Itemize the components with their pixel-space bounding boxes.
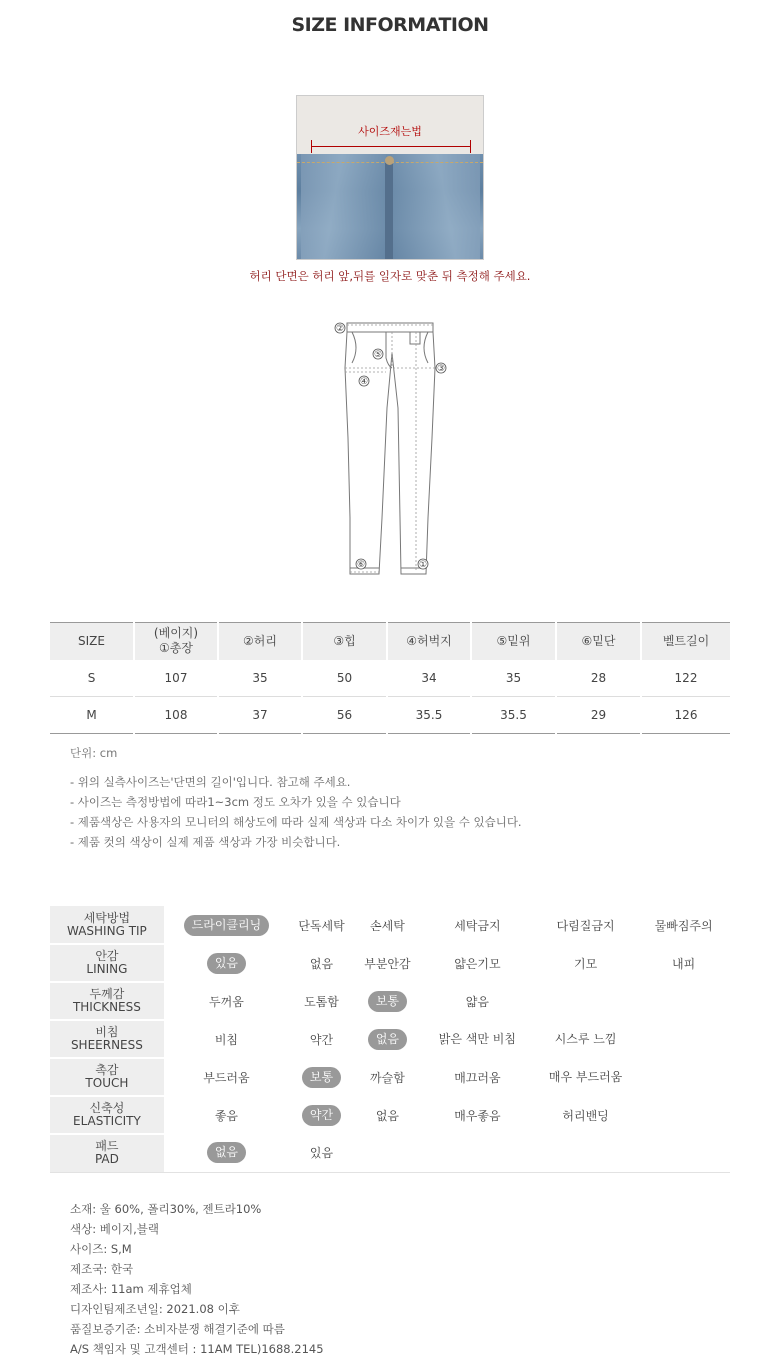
table-row <box>50 660 730 697</box>
attribute-option-cell <box>164 944 289 982</box>
diagram-label-5: ⑤ <box>373 350 383 360</box>
attribute-option-cell <box>289 1096 354 1134</box>
attribute-option: 단독세탁 <box>298 918 345 933</box>
diagram-label-4: ④ <box>359 377 369 387</box>
selected-option-badge: 드라이클리닝 <box>184 915 270 936</box>
table-cell: 34 <box>387 660 471 697</box>
attribute-option-cell <box>534 1134 637 1172</box>
attribute-option-cell <box>289 1134 354 1172</box>
selected-option-badge: 약간 <box>302 1105 341 1126</box>
attribute-label <box>50 1134 164 1172</box>
info-line: 제조국: 한국 <box>70 1262 134 1276</box>
attribute-label-ko: 신축성 <box>89 1101 125 1115</box>
attribute-option-cell <box>421 1058 534 1096</box>
table-row <box>50 697 730 734</box>
table-cell: 107 <box>134 660 218 697</box>
attribute-option-cell <box>534 1058 637 1096</box>
attribute-option-cell <box>534 982 637 1020</box>
waist-header: ②허리 <box>218 623 302 660</box>
attribute-option-cell <box>637 1020 730 1058</box>
attribute-option: 없음 <box>309 956 334 971</box>
attribute-row <box>50 1020 730 1058</box>
table-cell: 56 <box>302 697 387 734</box>
size-header: SIZE <box>50 623 134 660</box>
attribute-option: 약간 <box>309 1032 334 1047</box>
attribute-option: 부분안감 <box>364 956 411 971</box>
note-line: - 제품 컷의 색상이 실제 제품 색상과 가장 비슷합니다. <box>70 835 341 849</box>
attribute-option: 두꺼움 <box>209 994 244 1009</box>
attribute-option: 허리밴딩 <box>562 1108 609 1123</box>
attribute-option: 밝은 색만 비침 <box>438 1032 516 1046</box>
note-line: - 사이즈는 측정방법에 따라1~3cm 정도 오차가 있을 수 있습니다 <box>70 795 401 809</box>
table-cell: 37 <box>218 697 302 734</box>
attribute-option: 얇음 <box>465 994 489 1009</box>
attribute-option-cell <box>354 1096 421 1134</box>
info-line: A/S 책임자 및 고객센터 : 11AM TEL)1688.2145 <box>70 1342 324 1356</box>
notes <box>70 772 522 852</box>
info-line: 제조사: 11am 제휴업체 <box>70 1282 192 1296</box>
attribute-option-cell <box>164 906 289 944</box>
info-line: 사이즈: S,M <box>70 1242 132 1256</box>
attribute-label-en: LINING <box>86 962 128 976</box>
attribute-option-cell <box>534 944 637 982</box>
unit-label: 단위: cm <box>70 746 118 760</box>
attribute-label-en: PAD <box>94 1152 119 1167</box>
table-cell: 122 <box>641 660 730 697</box>
attribute-option-cell <box>421 1134 534 1172</box>
attribute-option-cell <box>164 1020 289 1058</box>
attribute-option-cell <box>164 1058 289 1096</box>
attribute-row <box>50 1096 730 1134</box>
attribute-option: 비침 <box>214 1032 239 1047</box>
diagram-label-6: ⑥ <box>356 560 366 570</box>
attribute-label <box>50 944 164 982</box>
info-line: 색상: 베이지,블랙 <box>70 1222 159 1236</box>
diagram-label-3: ③ <box>436 364 446 374</box>
attribute-option-cell <box>534 906 637 944</box>
attribute-label-en: SHEERNESS <box>70 1038 143 1052</box>
measure-label: 사이즈재는법 <box>358 125 422 138</box>
attribute-option: 매우 부드러움 <box>548 1070 623 1084</box>
attribute-option: 세탁금지 <box>454 918 501 933</box>
length-header: (베이지) ①총장 <box>134 623 218 660</box>
attribute-label <box>50 906 164 944</box>
attribute-option-cell <box>637 1096 730 1134</box>
attribute-option-cell <box>637 906 730 944</box>
attribute-option-cell <box>354 906 421 944</box>
pants-diagram <box>330 318 450 582</box>
attribute-option: 없음 <box>375 1108 400 1123</box>
attribute-label-ko: 세탁방법 <box>83 910 131 925</box>
attribute-option-cell <box>421 982 534 1020</box>
diagram-label-1: ① <box>418 560 428 570</box>
attribute-row <box>50 1134 730 1172</box>
table-cell: 35.5 <box>387 697 471 734</box>
attribute-option-cell <box>164 982 289 1020</box>
rise-header: ⑤밑위 <box>471 623 556 660</box>
attribute-label-en: TOUCH <box>85 1076 129 1090</box>
attribute-label <box>50 1058 164 1096</box>
table-cell: 108 <box>134 697 218 734</box>
attribute-label <box>50 1020 164 1058</box>
attribute-option-cell <box>289 944 354 982</box>
attribute-option-cell <box>289 906 354 944</box>
table-cell: M <box>50 697 134 734</box>
attribute-option: 손세탁 <box>370 918 405 933</box>
attribute-label <box>50 1096 164 1134</box>
attribute-row <box>50 1058 730 1096</box>
attribute-option: 있음 <box>309 1146 334 1161</box>
attribute-option-cell <box>354 944 421 982</box>
attribute-row <box>50 906 730 944</box>
attribute-option-cell <box>289 1058 354 1096</box>
note-line: - 위의 실측사이즈는'단면의 길이'입니다. 참고해 주세요. <box>70 775 351 789</box>
attribute-row <box>50 944 730 982</box>
size-table <box>50 622 730 734</box>
attribute-option: 까슬함 <box>370 1070 405 1085</box>
attribute-option: 물빠짐주의 <box>654 918 713 933</box>
table-cell: 35.5 <box>471 697 556 734</box>
attribute-label-ko: 촉감 <box>95 1063 119 1077</box>
table-cell: 35 <box>218 660 302 697</box>
attribute-option: 부드러움 <box>203 1070 250 1085</box>
attribute-option: 시스루 느낌 <box>554 1032 617 1046</box>
note-line: - 제품색상은 사용자의 모니터의 해상도에 따라 실제 색상과 다소 차이가 있을 수 있습니다. <box>70 815 522 829</box>
table-cell: S <box>50 660 134 697</box>
attribute-option: 내피 <box>672 956 696 971</box>
attribute-option-cell <box>164 1096 289 1134</box>
attribute-option: 매우좋음 <box>454 1108 501 1123</box>
attribute-option-cell <box>637 982 730 1020</box>
attribute-option-cell <box>421 944 534 982</box>
attribute-label-ko: 비침 <box>95 1025 119 1039</box>
selected-option-badge: 없음 <box>207 1142 246 1163</box>
photo-caption: 허리 단면은 허리 앞,뒤를 일자로 맞춘 뒤 측정해 주세요. <box>249 269 531 283</box>
hem-header: ⑥밑단 <box>556 623 641 660</box>
attribute-label <box>50 982 164 1020</box>
attribute-option-cell <box>421 906 534 944</box>
attribute-option-cell <box>534 1096 637 1134</box>
attribute-option-cell <box>354 1134 421 1172</box>
attribute-option-cell <box>354 1020 421 1058</box>
attribute-label-en: THICKNESS <box>72 1000 141 1014</box>
attribute-option-cell <box>354 1058 421 1096</box>
attribute-option: 얇은기모 <box>454 956 501 971</box>
attribute-option-cell <box>637 944 730 982</box>
attribute-option-cell <box>289 1020 354 1058</box>
product-info <box>70 1199 324 1359</box>
table-cell: 126 <box>641 697 730 734</box>
table-cell: 29 <box>556 697 641 734</box>
attribute-option-cell <box>637 1058 730 1096</box>
measurement-photo <box>296 95 484 260</box>
attribute-label-en: ELASTICITY <box>72 1114 141 1128</box>
diagram-label-2: ② <box>335 324 345 334</box>
page-title: SIZE INFORMATION <box>291 14 489 36</box>
table-cell: 28 <box>556 660 641 697</box>
table-cell: 35 <box>471 660 556 697</box>
attribute-table <box>50 906 730 1173</box>
attribute-row <box>50 982 730 1020</box>
attribute-option-cell <box>421 1020 534 1058</box>
attribute-option-cell <box>164 1134 289 1172</box>
thigh-header: ④허벅지 <box>387 623 471 660</box>
attribute-option-cell <box>534 1020 637 1058</box>
attribute-option: 다림질금지 <box>556 918 615 933</box>
attribute-option-cell <box>289 982 354 1020</box>
attribute-label-en: WASHING TIP <box>67 923 147 938</box>
hip-header: ③힙 <box>302 623 387 660</box>
attribute-option: 좋음 <box>214 1108 239 1123</box>
attribute-option: 도톰함 <box>304 994 339 1009</box>
info-line: 소재: 울 60%, 폴리30%, 젠트라10% <box>70 1202 262 1216</box>
attribute-option-cell <box>354 982 421 1020</box>
attribute-label-ko: 안감 <box>95 949 119 963</box>
attribute-option-cell <box>637 1134 730 1172</box>
attribute-option: 기모 <box>573 956 598 971</box>
selected-option-badge: 없음 <box>368 1029 407 1050</box>
attribute-option: 매끄러움 <box>454 1070 501 1085</box>
table-cell: 50 <box>302 660 387 697</box>
info-line: 품질보증기준: 소비자분쟁 해결기준에 따름 <box>70 1322 285 1336</box>
belt-header: 벨트길이 <box>641 623 730 660</box>
selected-option-badge: 보통 <box>368 991 407 1012</box>
attribute-option-cell <box>421 1096 534 1134</box>
selected-option-badge: 보통 <box>302 1067 341 1088</box>
info-line: 디자인팀제조년일: 2021.08 이후 <box>70 1302 240 1316</box>
selected-option-badge: 있음 <box>207 953 246 974</box>
attribute-label-ko: 패드 <box>95 1139 119 1154</box>
attribute-label-ko: 두께감 <box>89 987 125 1001</box>
